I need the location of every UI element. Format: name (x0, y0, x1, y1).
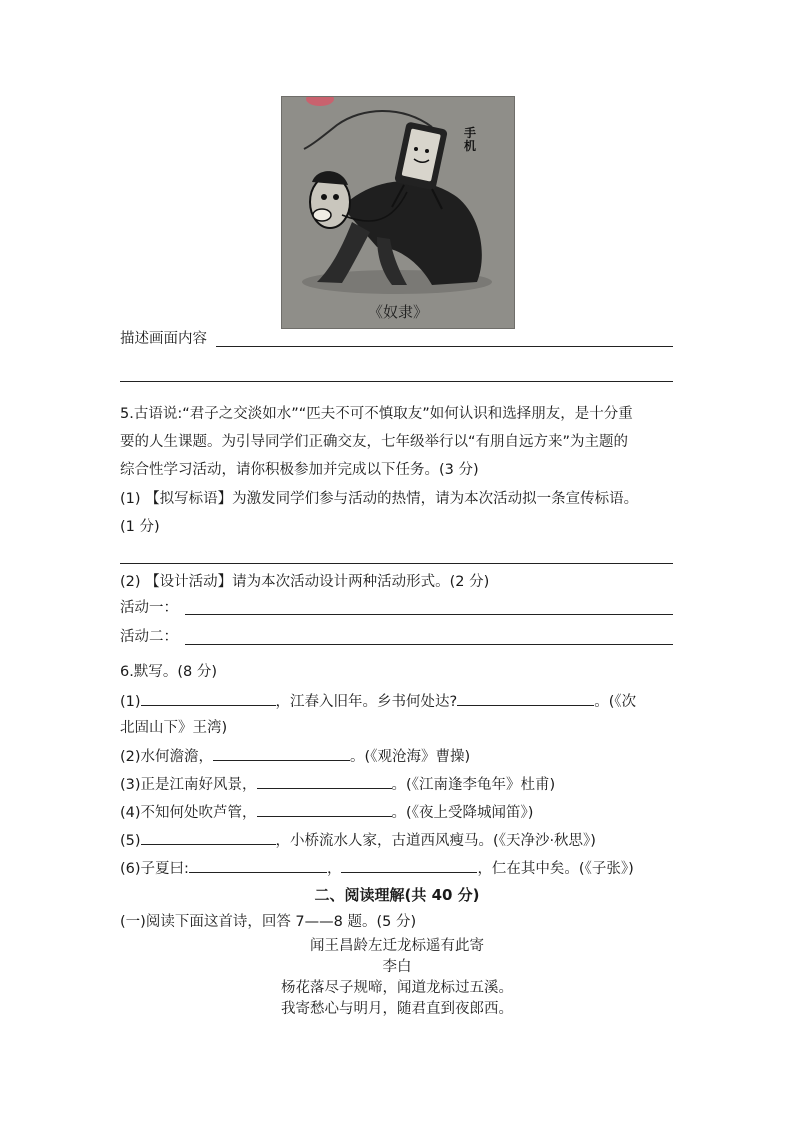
q6-item4-blank[interactable] (257, 801, 392, 817)
section2-part1: (一)阅读下面这首诗，回答 7——8 题。(5 分) (120, 914, 417, 930)
q5-text-line1: 5.古语说:“君子之交淡如水”“匹夫不可不慎取友”如何认识和选择朋友，是十分重 (120, 406, 633, 422)
q5-sub1-line2: (1 分) (120, 519, 160, 535)
q6-item4 (120, 801, 533, 823)
q6-title: 6.默写。(8 分) (120, 664, 217, 680)
q6-item2-prefix: (2)水何澹澹， (120, 749, 214, 765)
poem-line-1: 杨花落尽子规啼，闻道龙标过五溪。 (281, 980, 513, 996)
poem-line-2: 我寄愁心与明月，随君直到夜郎西。 (281, 1001, 513, 1017)
q6-item2-blank[interactable] (213, 745, 350, 761)
q6-item6-prefix: (6)子夏曰: (120, 861, 189, 877)
activity1-answer-line[interactable] (185, 614, 673, 615)
q6-item6-comma: ， (326, 861, 342, 877)
q6-item6-blank2[interactable] (341, 857, 477, 873)
q6-item6-source: ，仁在其中矣。(《子张》) (477, 861, 634, 877)
phone-label: 手机 (464, 126, 477, 153)
q5-text-line3: 综合性学习活动，请你积极参加并完成以下任务。(3 分) (120, 462, 479, 478)
q6-item1 (120, 690, 636, 712)
q6-item4-source: 。(《夜上受降城闻笛》) (391, 805, 534, 821)
q6-item5-prefix: (5) (120, 833, 141, 849)
q6-item1-source: 。(《次 (594, 694, 637, 710)
describe-answer-line-1[interactable] (216, 346, 673, 347)
q6-item2 (120, 745, 470, 767)
describe-answer-line-2[interactable] (120, 381, 673, 382)
cartoon-drawing (282, 97, 514, 328)
q6-item3-source: 。(《江南逢李龟年》杜甫) (391, 777, 556, 793)
q6-item1-source-cont: 北固山下》王湾) (120, 720, 228, 736)
activity1-label: 活动一： (120, 600, 178, 616)
q6-item1-prefix: (1) (120, 694, 141, 710)
q5-text-line2: 要的人生课题。为引导同学们正确交友，七年级举行以“有朋自远方来”为主题的 (120, 434, 629, 450)
section2-title: 二、阅读理解(共 40 分) (314, 886, 480, 904)
q6-item5 (120, 829, 596, 851)
cartoon-image (281, 96, 515, 329)
slogan-answer-line[interactable] (120, 563, 673, 564)
activity2-answer-line[interactable] (185, 644, 673, 645)
cartoon-caption: 《奴隶》 (367, 303, 428, 321)
q6-item6-blank1[interactable] (189, 857, 327, 873)
q6-item4-prefix: (4)不知何处吹芦管， (120, 805, 257, 821)
activity2-label: 活动二： (120, 629, 178, 645)
q5-sub2: (2) 【设计活动】请为本次活动设计两种活动形式。(2 分) (120, 574, 490, 590)
q6-item3-blank[interactable] (257, 773, 392, 789)
poem-title: 闻王昌龄左迁龙标遥有此寄 (310, 938, 484, 954)
q6-item1-middle: ，江春入旧年。乡书何处达? (275, 694, 458, 710)
poem-author: 李白 (382, 959, 412, 975)
q5-sub1-line1: (1) 【拟写标语】为激发同学们参与活动的热情，请为本次活动拟一条宣传标语。 (120, 491, 639, 507)
q6-item6 (120, 857, 634, 879)
q6-item1-blank1[interactable] (141, 690, 276, 706)
q6-item2-source: 。(《观沧海》曹操) (350, 749, 471, 765)
describe-label: 描述画面内容 (120, 331, 207, 347)
q6-item1-blank2[interactable] (457, 690, 594, 706)
q6-item3-prefix: (3)正是江南好风景， (120, 777, 257, 793)
q6-item5-source: ，小桥流水人家，古道西风瘦马。(《天净沙·秋思》) (275, 833, 596, 849)
q6-item3 (120, 773, 555, 795)
q6-item5-blank[interactable] (141, 829, 276, 845)
